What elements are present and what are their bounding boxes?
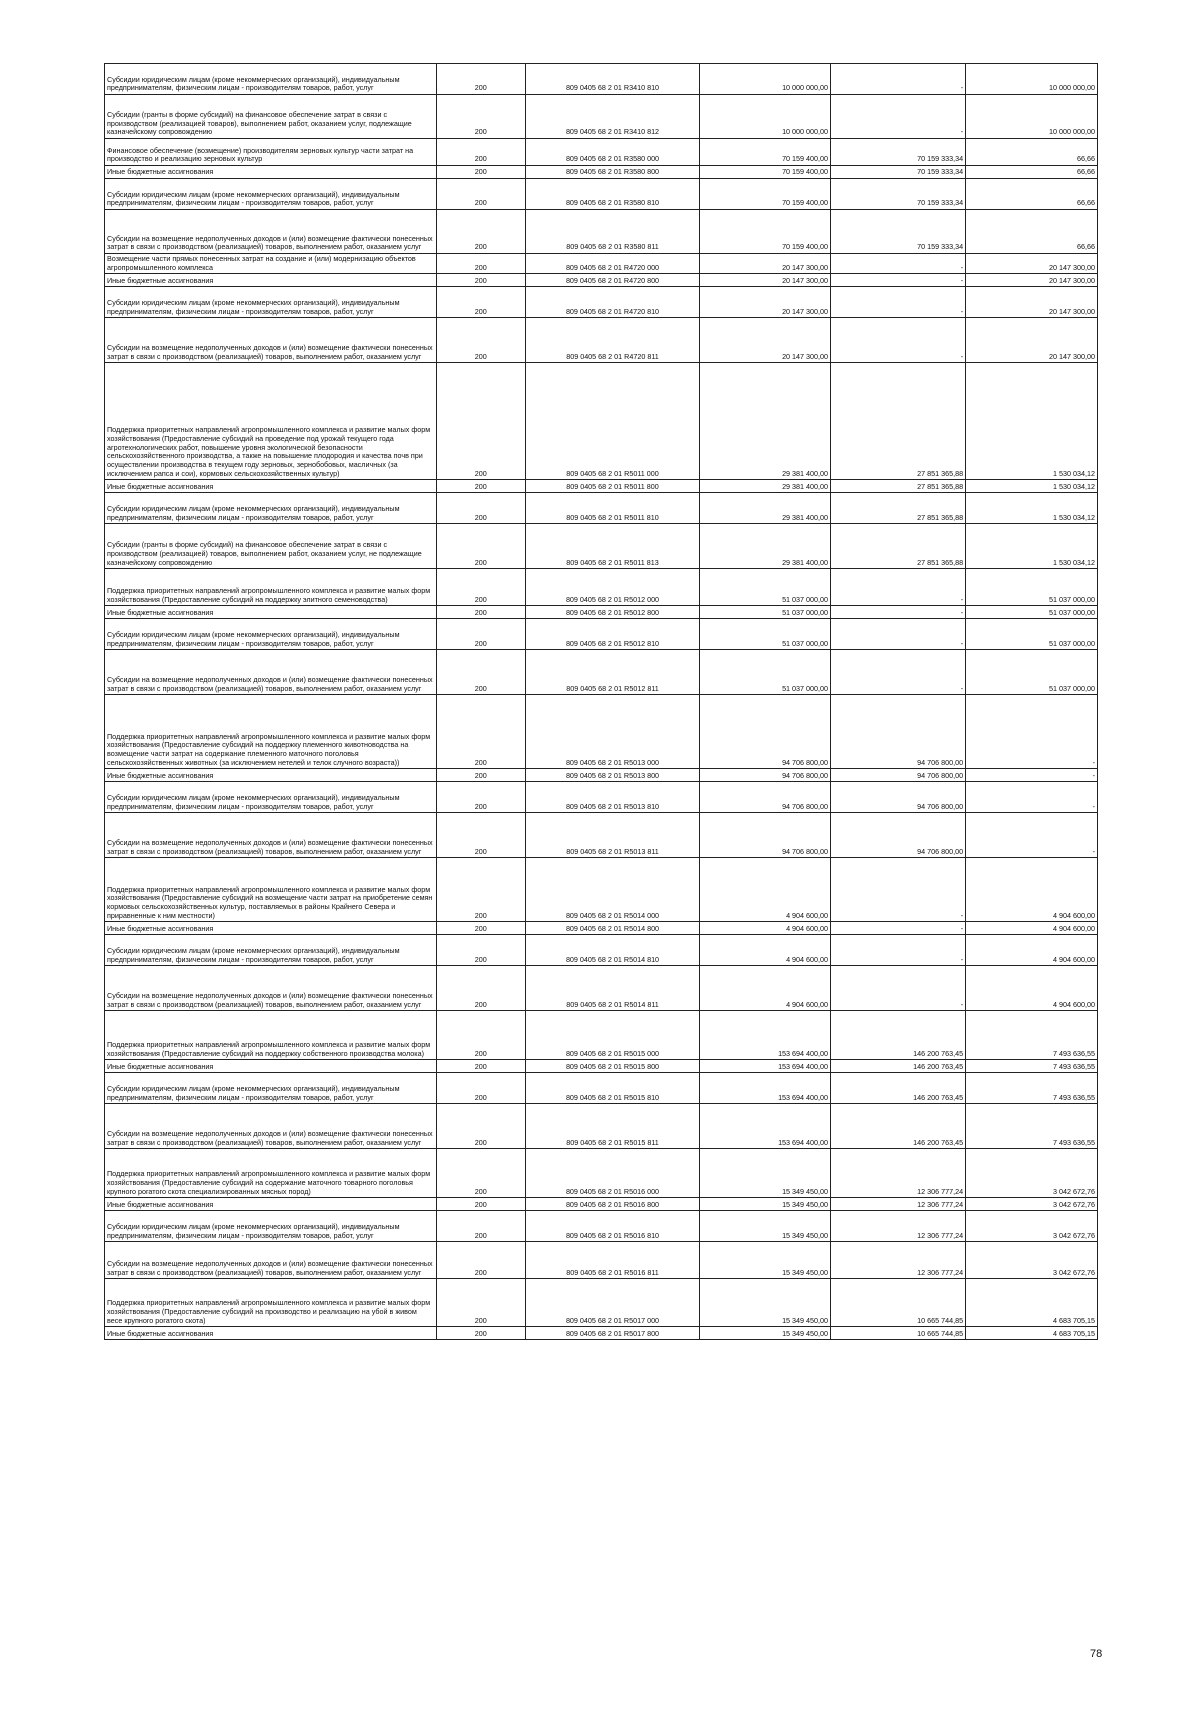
row-status-code: 200 [436,1060,525,1073]
row-status-code: 200 [436,966,525,1011]
row-executed-amount: - [831,95,966,139]
row-name: Субсидии юридическим лицам (кроме некоммерческих организаций), индивидуальным предпринимателям, физическим лицам - производителям товаров, работ, услуг [105,1073,437,1104]
row-executed-amount: - [831,858,966,922]
row-status-code: 200 [436,922,525,935]
row-status-code: 200 [436,606,525,619]
table-row [105,935,1098,966]
row-approved-amount: 20 147 300,00 [700,287,831,318]
row-executed-amount: 94 706 800,00 [831,813,966,858]
table-row [105,524,1098,569]
row-unexecuted-amount: 1 530 034,12 [966,493,1098,524]
table-row [105,1242,1098,1279]
table-body [105,64,1098,1340]
row-status-code: 200 [436,318,525,363]
row-executed-amount: - [831,606,966,619]
row-executed-amount: - [831,966,966,1011]
row-approved-amount: 70 159 400,00 [700,139,831,166]
row-approved-amount: 70 159 400,00 [700,210,831,254]
row-executed-amount: 70 159 333,34 [831,166,966,179]
row-status-code: 200 [436,363,525,480]
row-unexecuted-amount: 3 042 672,76 [966,1211,1098,1242]
row-status-code: 200 [436,769,525,782]
row-status-code: 200 [436,493,525,524]
row-name: Поддержка приоритетных направлений агропромышленного комплекса и развитие малых форм хозяйствования (Предоставление субсидий на содержание маточного товарного поголовья крупного рогатого скота специализированных мясных пород) [105,1149,437,1198]
row-unexecuted-amount: - [966,695,1098,769]
table-row [105,1198,1098,1211]
row-status-code: 200 [436,1073,525,1104]
table-row [105,1011,1098,1060]
row-executed-amount: 27 851 365,88 [831,493,966,524]
row-executed-amount: - [831,650,966,695]
row-executed-amount: 146 200 763,45 [831,1060,966,1073]
row-executed-amount: - [831,64,966,95]
row-unexecuted-amount: 10 000 000,00 [966,95,1098,139]
table-row [105,95,1098,139]
row-name: Возмещение части прямых понесенных затрат на создание и (или) модернизацию объектов агропромышленного комплекса [105,254,437,274]
row-classification-code: 809 0405 68 2 01 R5015 800 [525,1060,700,1073]
row-classification-code: 809 0405 68 2 01 R3580 810 [525,179,700,210]
row-unexecuted-amount: 7 493 636,55 [966,1060,1098,1073]
row-classification-code: 809 0405 68 2 01 R5014 800 [525,922,700,935]
row-classification-code: 809 0405 68 2 01 R5011 813 [525,524,700,569]
row-approved-amount: 29 381 400,00 [700,363,831,480]
row-status-code: 200 [436,650,525,695]
row-classification-code: 809 0405 68 2 01 R5011 810 [525,493,700,524]
row-name: Иные бюджетные ассигнования [105,606,437,619]
row-name: Иные бюджетные ассигнования [105,274,437,287]
row-approved-amount: 70 159 400,00 [700,179,831,210]
row-name: Поддержка приоритетных направлений агропромышленного комплекса и развитие малых форм хозяйствования (Предоставление субсидий на поддержку племенного животноводства на возмещение части затрат на содержание племенного маточного поголовья сельскохозяйственных животных (за исключением нетелей и телок случного возраста)) [105,695,437,769]
row-approved-amount: 4 904 600,00 [700,935,831,966]
table-row [105,1060,1098,1073]
row-name: Иные бюджетные ассигнования [105,480,437,493]
row-status-code: 200 [436,210,525,254]
table-row [105,858,1098,922]
row-unexecuted-amount: 3 042 672,76 [966,1242,1098,1279]
row-approved-amount: 70 159 400,00 [700,166,831,179]
row-status-code: 200 [436,1149,525,1198]
row-status-code: 200 [436,782,525,813]
table-row [105,782,1098,813]
row-name: Субсидии на возмещение недополученных доходов и (или) возмещение фактически понесенных затрат в связи с производством (реализацией) товаров, выполнением работ, оказанием услуг [105,1242,437,1279]
row-executed-amount: 94 706 800,00 [831,769,966,782]
row-unexecuted-amount: 4 683 705,15 [966,1279,1098,1327]
row-name: Поддержка приоритетных направлений агропромышленного комплекса и развитие малых форм хозяйствования (Предоставление субсидий на производство и реализацию на убой в живом весе крупного рогатого скота) [105,1279,437,1327]
row-name: Субсидии юридическим лицам (кроме некоммерческих организаций), индивидуальным предпринимателям, физическим лицам - производителям товаров, работ, услуг [105,782,437,813]
row-name: Субсидии на возмещение недополученных доходов и (или) возмещение фактически понесенных затрат в связи с производством (реализацией) товаров, выполнением работ, оказанием услуг [105,1104,437,1149]
row-executed-amount: 27 851 365,88 [831,480,966,493]
row-status-code: 200 [436,95,525,139]
row-status-code: 200 [436,1279,525,1327]
row-approved-amount: 51 037 000,00 [700,569,831,606]
row-approved-amount: 29 381 400,00 [700,493,831,524]
row-approved-amount: 15 349 450,00 [700,1242,831,1279]
row-name: Субсидии на возмещение недополученных доходов и (или) возмещение фактически понесенных затрат в связи с производством (реализацией) товаров, выполнением работ, оказанием услуг [105,966,437,1011]
row-executed-amount: 70 159 333,34 [831,179,966,210]
row-name: Поддержка приоритетных направлений агропромышленного комплекса и развитие малых форм хозяйствования (Предоставление субсидий на проведение под урожай текущего года агротехнологических работ, повышение уровня экологической безопасности сельскохозяйственного производства, а также на повышение плодородия и качества почв при осуществлении производства в текущем году зерновых, зернобобовых, масличных (за исключением рапса и сои), кормовых сельскохозяйственных культур) [105,363,437,480]
row-status-code: 200 [436,64,525,95]
table-row [105,166,1098,179]
row-unexecuted-amount: 20 147 300,00 [966,254,1098,274]
row-executed-amount: - [831,274,966,287]
row-name: Иные бюджетные ассигнования [105,1198,437,1211]
table-row [105,769,1098,782]
row-classification-code: 809 0405 68 2 01 R5012 000 [525,569,700,606]
row-classification-code: 809 0405 68 2 01 R5011 000 [525,363,700,480]
row-name: Субсидии на возмещение недополученных доходов и (или) возмещение фактически понесенных затрат в связи с производством (реализацией) товаров, выполнением работ, оказанием услуг [105,210,437,254]
row-approved-amount: 20 147 300,00 [700,254,831,274]
row-executed-amount: 94 706 800,00 [831,782,966,813]
row-unexecuted-amount: 3 042 672,76 [966,1198,1098,1211]
table-row [105,619,1098,650]
row-unexecuted-amount: 66,66 [966,179,1098,210]
row-name: Субсидии юридическим лицам (кроме некоммерческих организаций), индивидуальным предпринимателям, физическим лицам - производителям товаров, работ, услуг [105,493,437,524]
row-executed-amount: 146 200 763,45 [831,1104,966,1149]
row-classification-code: 809 0405 68 2 01 R4720 811 [525,318,700,363]
row-name: Субсидии на возмещение недополученных доходов и (или) возмещение фактически понесенных затрат в связи с производством (реализацией) товаров, выполнением работ, оказанием услуг [105,813,437,858]
row-executed-amount: 27 851 365,88 [831,524,966,569]
row-status-code: 200 [436,569,525,606]
row-approved-amount: 15 349 450,00 [700,1327,831,1340]
row-unexecuted-amount: - [966,782,1098,813]
row-classification-code: 809 0405 68 2 01 R5011 800 [525,480,700,493]
row-name: Субсидии на возмещение недополученных доходов и (или) возмещение фактически понесенных затрат в связи с производством (реализацией) товаров, выполнением работ, оказанием услуг [105,318,437,363]
row-approved-amount: 51 037 000,00 [700,619,831,650]
row-unexecuted-amount: 66,66 [966,166,1098,179]
table-row [105,139,1098,166]
table-row [105,480,1098,493]
row-status-code: 200 [436,1198,525,1211]
table-row [105,179,1098,210]
row-status-code: 200 [436,935,525,966]
table-row [105,318,1098,363]
row-classification-code: 809 0405 68 2 01 R3580 811 [525,210,700,254]
row-approved-amount: 15 349 450,00 [700,1211,831,1242]
row-name: Субсидии на возмещение недополученных доходов и (или) возмещение фактически понесенных затрат в связи с производством (реализацией) товаров, выполнением работ, оказанием услуг [105,650,437,695]
row-name: Иные бюджетные ассигнования [105,769,437,782]
row-unexecuted-amount: - [966,813,1098,858]
row-name: Субсидии (гранты в форме субсидий) на финансовое обеспечение затрат в связи с производством (реализацией товаров), выполнением работ, оказанием услуг, подлежащие казначейскому сопровождению [105,95,437,139]
row-unexecuted-amount: 4 683 705,15 [966,1327,1098,1340]
row-name: Субсидии юридическим лицам (кроме некоммерческих организаций), индивидуальным предпринимателям, физическим лицам - производителям товаров, работ, услуг [105,64,437,95]
row-executed-amount: 70 159 333,34 [831,139,966,166]
row-status-code: 200 [436,1327,525,1340]
table-row [105,274,1098,287]
row-classification-code: 809 0405 68 2 01 R4720 000 [525,254,700,274]
table-row [105,1104,1098,1149]
row-unexecuted-amount: 4 904 600,00 [966,935,1098,966]
row-approved-amount: 94 706 800,00 [700,813,831,858]
row-status-code: 200 [436,139,525,166]
row-classification-code: 809 0405 68 2 01 R5013 810 [525,782,700,813]
row-unexecuted-amount: 3 042 672,76 [966,1149,1098,1198]
row-approved-amount: 153 694 400,00 [700,1104,831,1149]
row-approved-amount: 51 037 000,00 [700,650,831,695]
row-executed-amount: 12 306 777,24 [831,1149,966,1198]
row-status-code: 200 [436,695,525,769]
row-name: Иные бюджетные ассигнования [105,922,437,935]
table-row [105,64,1098,95]
row-classification-code: 809 0405 68 2 01 R5016 800 [525,1198,700,1211]
row-executed-amount: 12 306 777,24 [831,1242,966,1279]
row-classification-code: 809 0405 68 2 01 R5017 000 [525,1279,700,1327]
row-unexecuted-amount: 10 000 000,00 [966,64,1098,95]
row-executed-amount: 146 200 763,45 [831,1073,966,1104]
row-executed-amount: 10 665 744,85 [831,1279,966,1327]
row-classification-code: 809 0405 68 2 01 R4720 800 [525,274,700,287]
row-approved-amount: 15 349 450,00 [700,1198,831,1211]
row-classification-code: 809 0405 68 2 01 R5016 811 [525,1242,700,1279]
row-unexecuted-amount: 1 530 034,12 [966,363,1098,480]
table-row [105,1073,1098,1104]
row-approved-amount: 153 694 400,00 [700,1073,831,1104]
row-approved-amount: 4 904 600,00 [700,858,831,922]
row-name: Финансовое обеспечение (возмещение) производителям зерновых культур части затрат на производство и реализацию зерновых культур [105,139,437,166]
row-classification-code: 809 0405 68 2 01 R4720 810 [525,287,700,318]
row-unexecuted-amount: 4 904 600,00 [966,922,1098,935]
row-executed-amount: - [831,569,966,606]
table-row [105,695,1098,769]
table-row [105,254,1098,274]
row-approved-amount: 10 000 000,00 [700,64,831,95]
table-row [105,569,1098,606]
row-status-code: 200 [436,480,525,493]
row-classification-code: 809 0405 68 2 01 R5016 000 [525,1149,700,1198]
row-name: Иные бюджетные ассигнования [105,1060,437,1073]
row-approved-amount: 94 706 800,00 [700,769,831,782]
row-classification-code: 809 0405 68 2 01 R3410 812 [525,95,700,139]
row-approved-amount: 4 904 600,00 [700,922,831,935]
row-name: Иные бюджетные ассигнования [105,166,437,179]
row-classification-code: 809 0405 68 2 01 R5012 810 [525,619,700,650]
row-approved-amount: 51 037 000,00 [700,606,831,619]
row-status-code: 200 [436,858,525,922]
row-executed-amount: - [831,318,966,363]
row-status-code: 200 [436,166,525,179]
row-classification-code: 809 0405 68 2 01 R3410 810 [525,64,700,95]
table-row [105,493,1098,524]
row-classification-code: 809 0405 68 2 01 R5012 800 [525,606,700,619]
row-unexecuted-amount: 7 493 636,55 [966,1073,1098,1104]
row-unexecuted-amount: 66,66 [966,210,1098,254]
row-unexecuted-amount: 66,66 [966,139,1098,166]
row-unexecuted-amount: 7 493 636,55 [966,1104,1098,1149]
row-classification-code: 809 0405 68 2 01 R3580 800 [525,166,700,179]
row-unexecuted-amount: 1 530 034,12 [966,524,1098,569]
budget-execution-table [104,63,1098,1340]
row-classification-code: 809 0405 68 2 01 R5014 811 [525,966,700,1011]
table-row [105,1327,1098,1340]
row-name: Субсидии (гранты в форме субсидий) на финансовое обеспечение затрат в связи с производством (реализацией) товаров, выполнением работ, оказанием услуг, не подлежащие казначейскому сопровождению [105,524,437,569]
row-name: Субсидии юридическим лицам (кроме некоммерческих организаций), индивидуальным предпринимателям, физическим лицам - производителям товаров, работ, услуг [105,179,437,210]
row-approved-amount: 15 349 450,00 [700,1149,831,1198]
row-executed-amount: 12 306 777,24 [831,1211,966,1242]
row-classification-code: 809 0405 68 2 01 R5013 000 [525,695,700,769]
row-unexecuted-amount: 51 037 000,00 [966,619,1098,650]
row-status-code: 200 [436,1211,525,1242]
table-row [105,1211,1098,1242]
row-executed-amount: 146 200 763,45 [831,1011,966,1060]
row-status-code: 200 [436,287,525,318]
row-unexecuted-amount: 4 904 600,00 [966,858,1098,922]
row-approved-amount: 94 706 800,00 [700,782,831,813]
row-unexecuted-amount: 20 147 300,00 [966,318,1098,363]
row-classification-code: 809 0405 68 2 01 R5015 811 [525,1104,700,1149]
row-status-code: 200 [436,619,525,650]
row-approved-amount: 153 694 400,00 [700,1060,831,1073]
row-approved-amount: 10 000 000,00 [700,95,831,139]
row-name: Поддержка приоритетных направлений агропромышленного комплекса и развитие малых форм хозяйствования (Предоставление субсидий на поддержку собственного производства молока) [105,1011,437,1060]
table-row [105,606,1098,619]
row-approved-amount: 153 694 400,00 [700,1011,831,1060]
table-row [105,1149,1098,1198]
row-classification-code: 809 0405 68 2 01 R5016 810 [525,1211,700,1242]
row-approved-amount: 94 706 800,00 [700,695,831,769]
row-name: Субсидии юридическим лицам (кроме некоммерческих организаций), индивидуальным предпринимателям, физическим лицам - производителям товаров, работ, услуг [105,935,437,966]
row-classification-code: 809 0405 68 2 01 R5013 800 [525,769,700,782]
row-unexecuted-amount: 51 037 000,00 [966,569,1098,606]
row-classification-code: 809 0405 68 2 01 R5013 811 [525,813,700,858]
row-executed-amount: - [831,619,966,650]
row-approved-amount: 29 381 400,00 [700,524,831,569]
row-approved-amount: 15 349 450,00 [700,1279,831,1327]
row-status-code: 200 [436,1104,525,1149]
row-name: Поддержка приоритетных направлений агропромышленного комплекса и развитие малых форм хозяйствования (Предоставление субсидий на возмещение части затрат на приобретение семян кормовых сельскохозяйственных культур, поставляемых в районы Крайнего Севера и приравненные к ним местности) [105,858,437,922]
row-unexecuted-amount: 51 037 000,00 [966,650,1098,695]
table-row [105,210,1098,254]
row-classification-code: 809 0405 68 2 01 R3580 000 [525,139,700,166]
table-row [105,650,1098,695]
table-row [105,966,1098,1011]
row-approved-amount: 20 147 300,00 [700,274,831,287]
table-row [105,922,1098,935]
row-approved-amount: 20 147 300,00 [700,318,831,363]
row-classification-code: 809 0405 68 2 01 R5014 000 [525,858,700,922]
row-classification-code: 809 0405 68 2 01 R5015 810 [525,1073,700,1104]
row-executed-amount: 27 851 365,88 [831,363,966,480]
row-status-code: 200 [436,1242,525,1279]
page-number: 78 [1090,1648,1103,1660]
row-executed-amount: - [831,922,966,935]
row-executed-amount: 10 665 744,85 [831,1327,966,1340]
row-classification-code: 809 0405 68 2 01 R5012 811 [525,650,700,695]
row-status-code: 200 [436,524,525,569]
table-row [105,813,1098,858]
row-name: Поддержка приоритетных направлений агропромышленного комплекса и развитие малых форм хозяйствования (Предоставление субсидий на поддержку элитного семеноводства) [105,569,437,606]
row-executed-amount: 94 706 800,00 [831,695,966,769]
row-name: Иные бюджетные ассигнования [105,1327,437,1340]
row-unexecuted-amount: 20 147 300,00 [966,274,1098,287]
row-unexecuted-amount: 1 530 034,12 [966,480,1098,493]
row-status-code: 200 [436,254,525,274]
row-unexecuted-amount: 20 147 300,00 [966,287,1098,318]
row-classification-code: 809 0405 68 2 01 R5014 810 [525,935,700,966]
row-executed-amount: 70 159 333,34 [831,210,966,254]
row-name: Субсидии юридическим лицам (кроме некоммерческих организаций), индивидуальным предпринимателям, физическим лицам - производителям товаров, работ, услуг [105,619,437,650]
row-name: Субсидии юридическим лицам (кроме некоммерческих организаций), индивидуальным предпринимателям, физическим лицам - производителям товаров, работ, услуг [105,287,437,318]
row-approved-amount: 29 381 400,00 [700,480,831,493]
row-status-code: 200 [436,179,525,210]
row-status-code: 200 [436,1011,525,1060]
table-row [105,363,1098,480]
row-status-code: 200 [436,274,525,287]
row-classification-code: 809 0405 68 2 01 R5015 000 [525,1011,700,1060]
row-executed-amount: - [831,935,966,966]
row-unexecuted-amount: - [966,769,1098,782]
row-executed-amount: 12 306 777,24 [831,1198,966,1211]
row-name: Субсидии юридическим лицам (кроме некоммерческих организаций), индивидуальным предпринимателям, физическим лицам - производителям товаров, работ, услуг [105,1211,437,1242]
row-unexecuted-amount: 4 904 600,00 [966,966,1098,1011]
row-status-code: 200 [436,813,525,858]
row-executed-amount: - [831,287,966,318]
row-executed-amount: - [831,254,966,274]
table-row [105,287,1098,318]
row-classification-code: 809 0405 68 2 01 R5017 800 [525,1327,700,1340]
row-unexecuted-amount: 51 037 000,00 [966,606,1098,619]
row-approved-amount: 4 904 600,00 [700,966,831,1011]
row-unexecuted-amount: 7 493 636,55 [966,1011,1098,1060]
table-row [105,1279,1098,1327]
